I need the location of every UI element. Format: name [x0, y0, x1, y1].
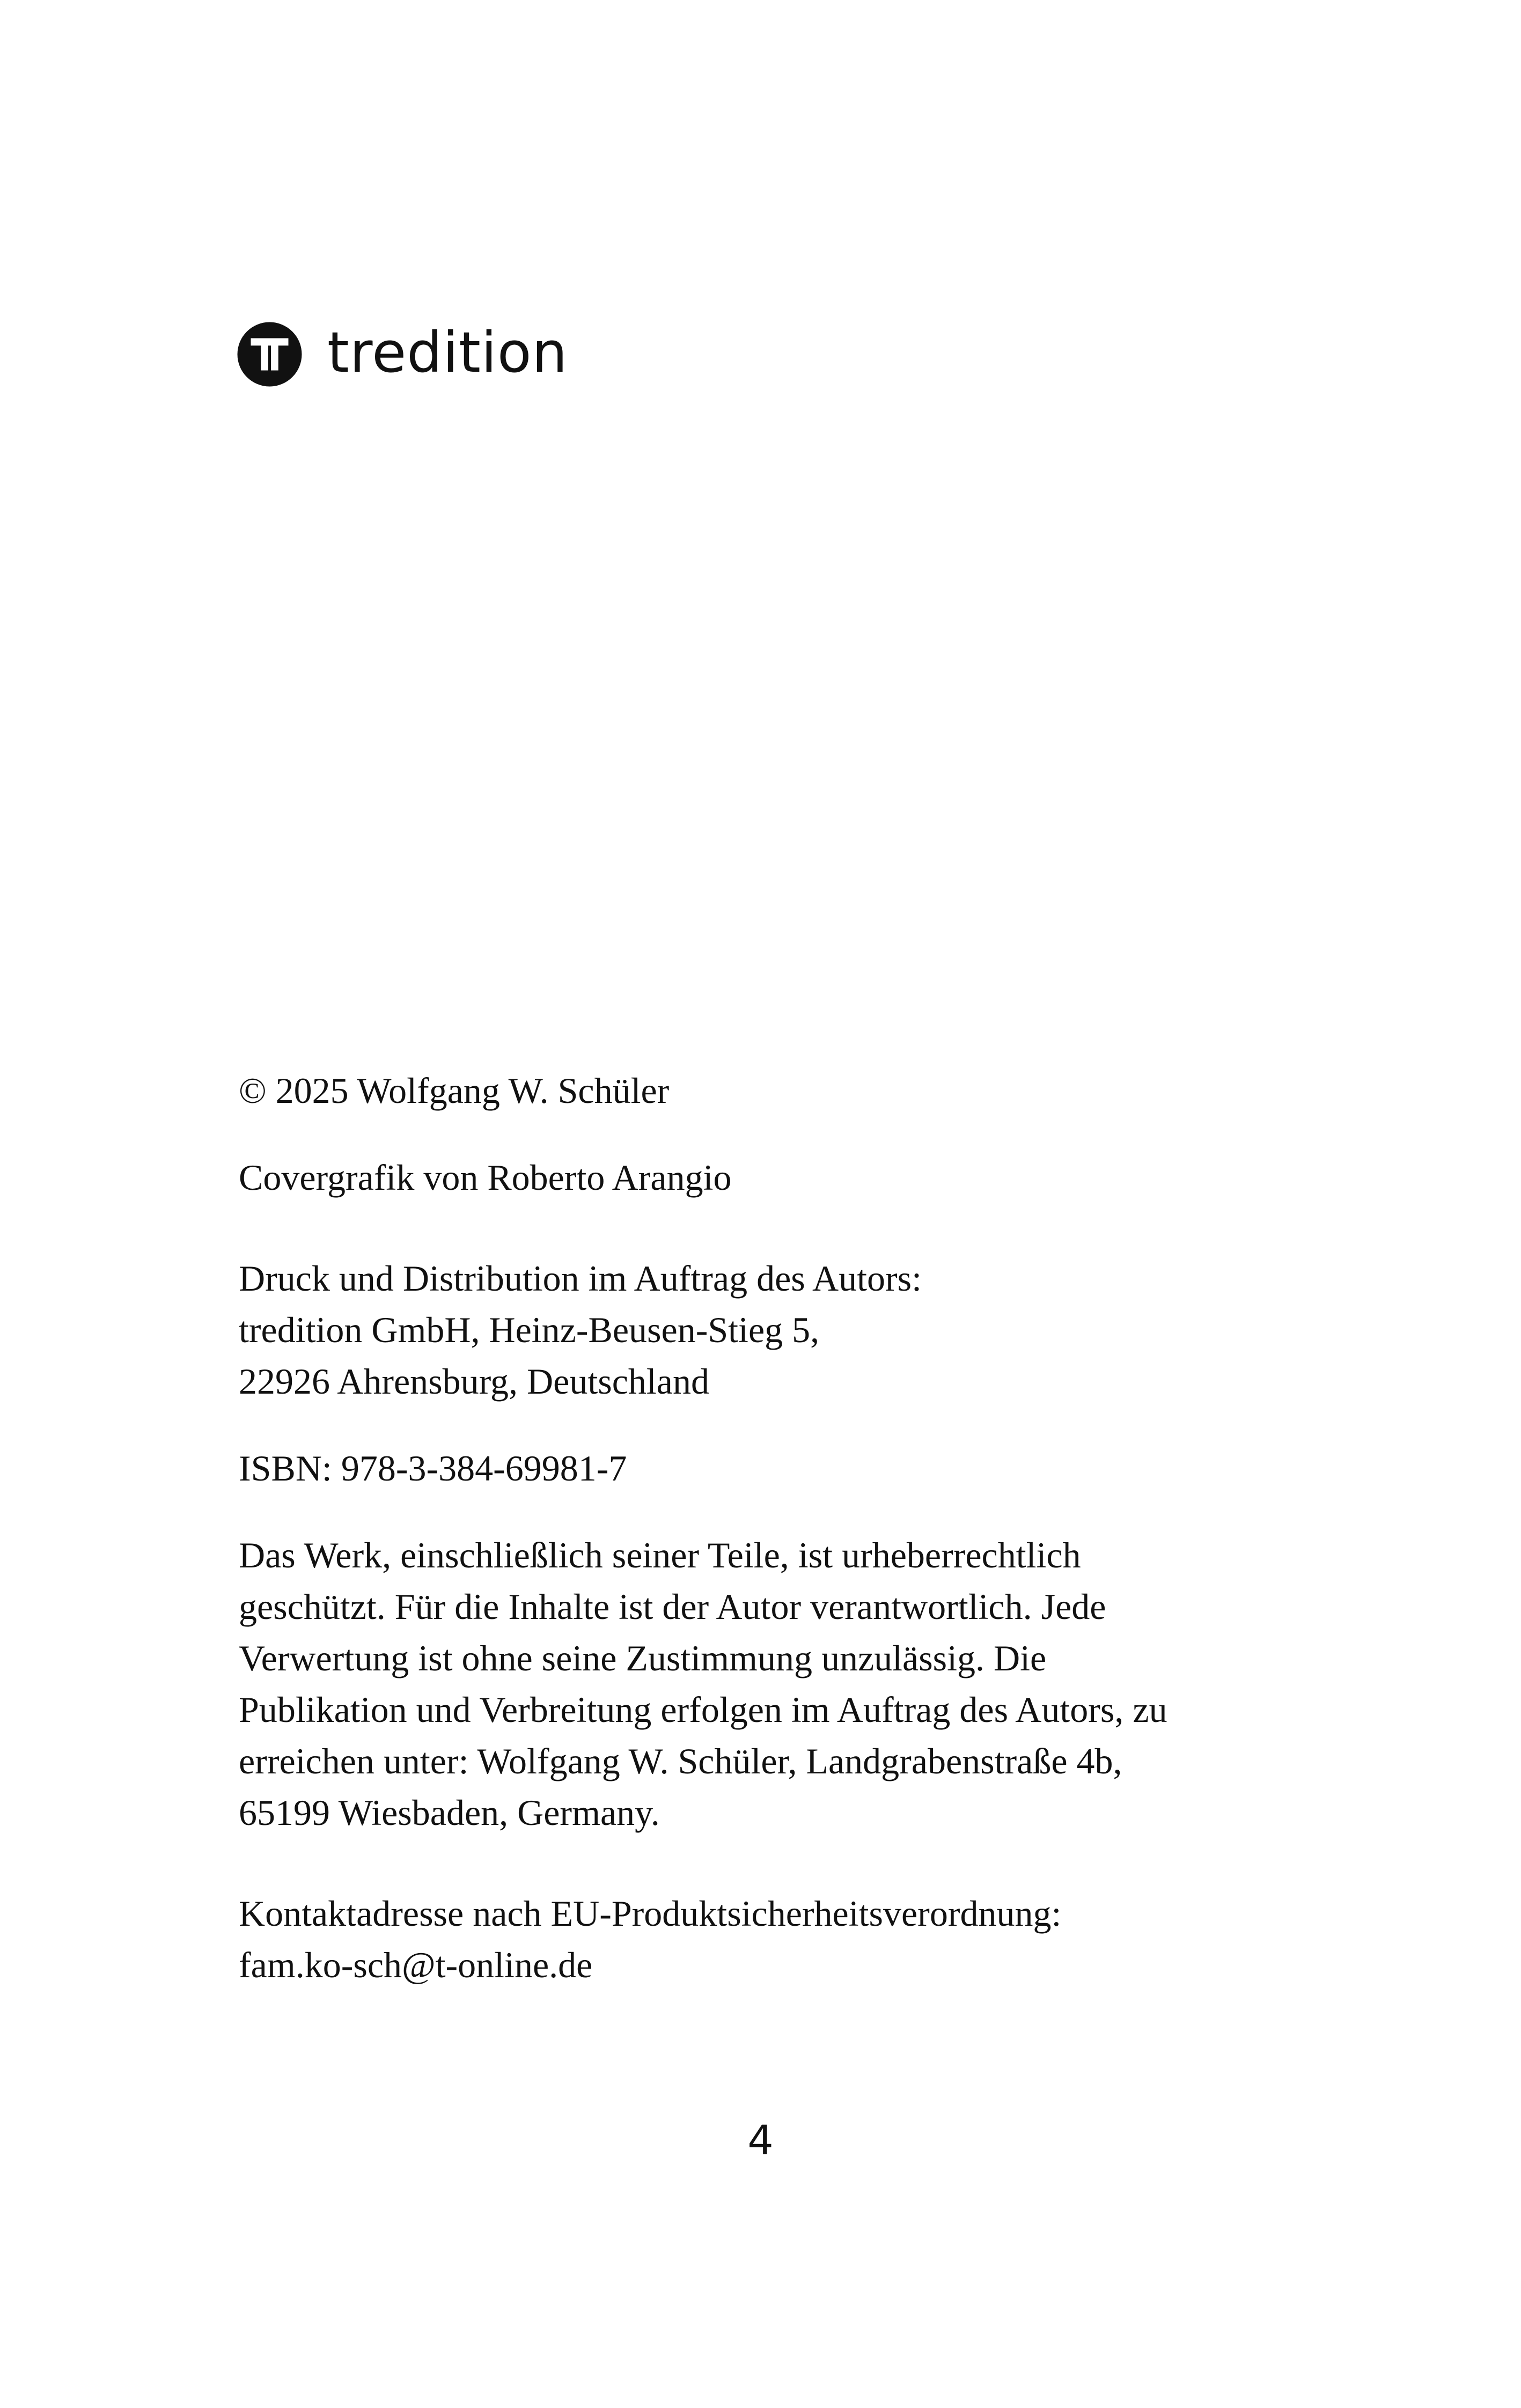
- tredition-logo-icon: [236, 321, 303, 388]
- rights-line: erreichen unter: Wolfgang W. Schüler, Landgrabenstraße 4b,: [239, 1741, 1122, 1781]
- contact-info: [239, 1888, 1312, 1991]
- publisher-wordmark: tredition: [327, 319, 568, 385]
- distribution-line: 22926 Ahrensburg, Deutschland: [239, 1361, 709, 1402]
- rights-notice: [239, 1529, 1312, 1838]
- isbn: ISBN: 978-3-384-69981-7: [239, 1448, 627, 1489]
- distribution-info: [239, 1253, 1312, 1407]
- publisher-logo: [236, 321, 568, 388]
- copyright-notice: © 2025 Wolfgang W. Schüler: [239, 1070, 670, 1111]
- imprint-block: [239, 1065, 1312, 1991]
- distribution-line: Druck und Distribution im Auftrag des Autors:: [239, 1258, 922, 1299]
- rights-line: Verwertung ist ohne seine Zustimmung unzulässig. Die: [239, 1638, 1047, 1678]
- rights-line: Das Werk, einschließlich seiner Teile, ist urheberrechtlich: [239, 1535, 1081, 1575]
- page-number: 4: [747, 2116, 774, 2164]
- rights-line: Publikation und Verbreitung erfolgen im Auftrag des Autors, zu: [239, 1689, 1167, 1730]
- distribution-line: tredition GmbH, Heinz-Beusen-Stieg 5,: [239, 1309, 820, 1350]
- rights-line: 65199 Wiesbaden, Germany.: [239, 1792, 660, 1833]
- contact-line: Kontaktadresse nach EU-Produktsicherheitsverordnung:: [239, 1893, 1062, 1934]
- contact-email: fam.ko-sch@t-online.de: [239, 1945, 593, 1985]
- rights-line: geschützt. Für die Inhalte ist der Autor verantwortlich. Jede: [239, 1586, 1106, 1627]
- cover-credit: Covergrafik von Roberto Arangio: [239, 1157, 732, 1198]
